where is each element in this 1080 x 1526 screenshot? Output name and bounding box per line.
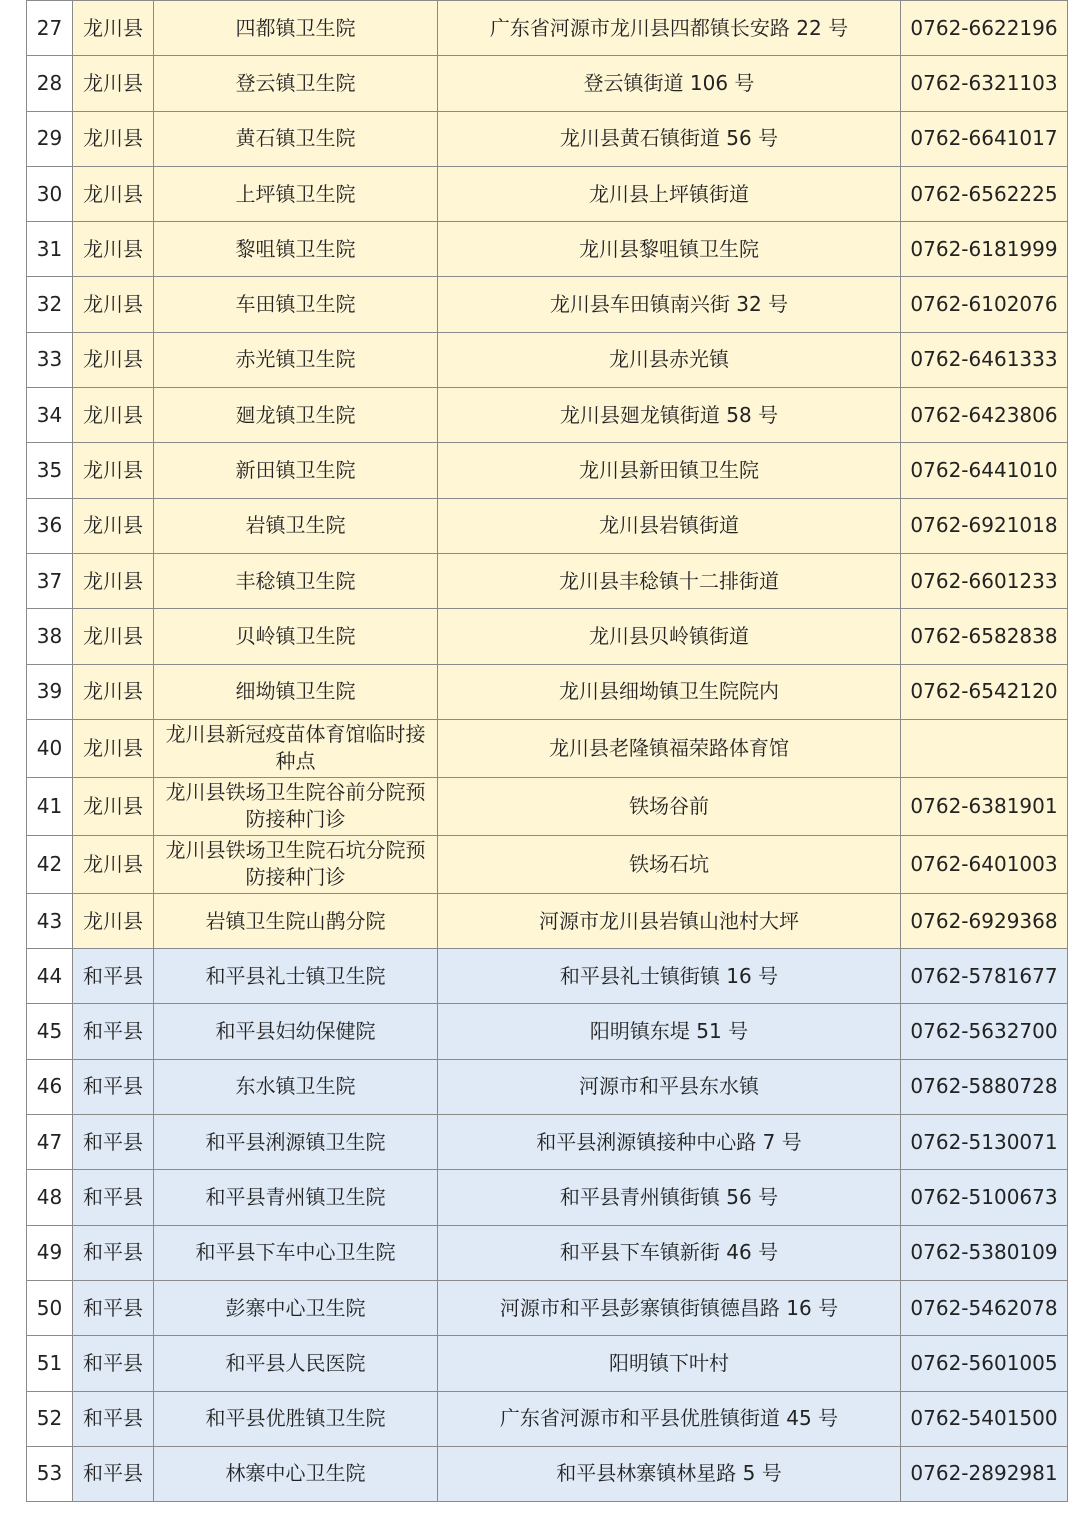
county-cell: 龙川县 [73, 719, 154, 777]
address-cell: 和平县林寨镇林星路 5 号 [438, 1446, 901, 1501]
phone-cell: 0762-2892981 [901, 1446, 1068, 1501]
county-cell: 龙川县 [73, 166, 154, 221]
county-cell: 龙川县 [73, 664, 154, 719]
table-row [27, 835, 1068, 893]
county-cell: 龙川县 [73, 388, 154, 443]
row-number-cell: 36 [27, 498, 73, 553]
row-number-cell: 53 [27, 1446, 73, 1501]
row-number-cell: 42 [27, 835, 73, 893]
institution-name-cell: 岩镇卫生院山鹊分院 [154, 893, 438, 948]
institution-name-cell: 龙川县新冠疫苗体育馆临时接种点 [154, 719, 438, 777]
county-cell: 和平县 [73, 949, 154, 1004]
row-number-cell: 31 [27, 222, 73, 277]
row-number-cell: 45 [27, 1004, 73, 1059]
county-cell: 和平县 [73, 1446, 154, 1501]
institution-name-cell: 东水镇卫生院 [154, 1059, 438, 1114]
phone-cell: 0762-6321103 [901, 56, 1068, 111]
county-cell: 和平县 [73, 1115, 154, 1170]
table-row [27, 1, 1068, 56]
institution-name-cell: 车田镇卫生院 [154, 277, 438, 332]
phone-cell: 0762-6542120 [901, 664, 1068, 719]
institution-name-cell: 黄石镇卫生院 [154, 111, 438, 166]
phone-cell: 0762-6441010 [901, 443, 1068, 498]
table-row [27, 1446, 1068, 1501]
row-number-cell: 49 [27, 1225, 73, 1280]
row-number-cell: 35 [27, 443, 73, 498]
address-cell: 和平县下车镇新街 46 号 [438, 1225, 901, 1280]
row-number-cell: 43 [27, 893, 73, 948]
phone-cell: 0762-6461333 [901, 332, 1068, 387]
institution-name-cell: 登云镇卫生院 [154, 56, 438, 111]
institution-name-cell: 和平县浰源镇卫生院 [154, 1115, 438, 1170]
table-row [27, 1391, 1068, 1446]
institution-name-cell: 丰稔镇卫生院 [154, 553, 438, 608]
phone-cell: 0762-5462078 [901, 1280, 1068, 1335]
address-cell: 龙川县黄石镇街道 56 号 [438, 111, 901, 166]
phone-cell: 0762-6102076 [901, 277, 1068, 332]
county-cell: 龙川县 [73, 498, 154, 553]
institution-name-cell: 龙川县铁场卫生院石坑分院预防接种门诊 [154, 835, 438, 893]
phone-cell: 0762-5781677 [901, 949, 1068, 1004]
phone-cell: 0762-5380109 [901, 1225, 1068, 1280]
county-cell: 和平县 [73, 1225, 154, 1280]
institution-name-cell: 林寨中心卫生院 [154, 1446, 438, 1501]
address-cell: 龙川县黎咀镇卫生院 [438, 222, 901, 277]
table-row [27, 777, 1068, 835]
address-cell: 铁场石坑 [438, 835, 901, 893]
institution-name-cell: 彭寨中心卫生院 [154, 1280, 438, 1335]
institution-name-cell: 和平县优胜镇卫生院 [154, 1391, 438, 1446]
row-number-cell: 39 [27, 664, 73, 719]
row-number-cell: 34 [27, 388, 73, 443]
row-number-cell: 29 [27, 111, 73, 166]
address-cell: 龙川县车田镇南兴街 32 号 [438, 277, 901, 332]
address-cell: 龙川县丰稔镇十二排街道 [438, 553, 901, 608]
phone-cell: 0762-6929368 [901, 893, 1068, 948]
table-body [27, 1, 1068, 1502]
address-cell: 阳明镇东堤 51 号 [438, 1004, 901, 1059]
phone-cell [901, 719, 1068, 777]
table-row [27, 332, 1068, 387]
row-number-cell: 44 [27, 949, 73, 1004]
institution-name-cell: 黎咀镇卫生院 [154, 222, 438, 277]
row-number-cell: 50 [27, 1280, 73, 1335]
address-cell: 河源市和平县东水镇 [438, 1059, 901, 1114]
county-cell: 和平县 [73, 1280, 154, 1335]
table-row [27, 553, 1068, 608]
institution-name-cell: 四都镇卫生院 [154, 1, 438, 56]
institution-name-cell: 廻龙镇卫生院 [154, 388, 438, 443]
institution-name-cell: 岩镇卫生院 [154, 498, 438, 553]
county-cell: 龙川县 [73, 277, 154, 332]
address-cell: 广东省河源市龙川县四都镇长安路 22 号 [438, 1, 901, 56]
phone-cell: 0762-5130071 [901, 1115, 1068, 1170]
address-cell: 阳明镇下叶村 [438, 1336, 901, 1391]
phone-cell: 0762-6381901 [901, 777, 1068, 835]
row-number-cell: 40 [27, 719, 73, 777]
county-cell: 龙川县 [73, 111, 154, 166]
address-cell: 龙川县贝岭镇街道 [438, 609, 901, 664]
vaccination-sites-table [26, 0, 1068, 1502]
institution-name-cell: 上坪镇卫生院 [154, 166, 438, 221]
address-cell: 龙川县细坳镇卫生院院内 [438, 664, 901, 719]
phone-cell: 0762-5401500 [901, 1391, 1068, 1446]
phone-cell: 0762-6921018 [901, 498, 1068, 553]
table-row [27, 664, 1068, 719]
phone-cell: 0762-6582838 [901, 609, 1068, 664]
county-cell: 和平县 [73, 1004, 154, 1059]
phone-cell: 0762-6423806 [901, 388, 1068, 443]
institution-name-cell: 和平县妇幼保健院 [154, 1004, 438, 1059]
phone-cell: 0762-5601005 [901, 1336, 1068, 1391]
table-row [27, 222, 1068, 277]
table-row [27, 1170, 1068, 1225]
county-cell: 和平县 [73, 1391, 154, 1446]
county-cell: 龙川县 [73, 443, 154, 498]
institution-name-cell: 赤光镇卫生院 [154, 332, 438, 387]
address-cell: 龙川县赤光镇 [438, 332, 901, 387]
address-cell: 龙川县廻龙镇街道 58 号 [438, 388, 901, 443]
county-cell: 龙川县 [73, 222, 154, 277]
phone-cell: 0762-5100673 [901, 1170, 1068, 1225]
table-row [27, 1004, 1068, 1059]
county-cell: 龙川县 [73, 332, 154, 387]
institution-name-cell: 细坳镇卫生院 [154, 664, 438, 719]
phone-cell: 0762-6181999 [901, 222, 1068, 277]
phone-cell: 0762-5880728 [901, 1059, 1068, 1114]
table-row [27, 166, 1068, 221]
table-row [27, 443, 1068, 498]
county-cell: 龙川县 [73, 893, 154, 948]
table-row [27, 719, 1068, 777]
institution-name-cell: 龙川县铁场卫生院谷前分院预防接种门诊 [154, 777, 438, 835]
phone-cell: 0762-6641017 [901, 111, 1068, 166]
table-row [27, 388, 1068, 443]
row-number-cell: 52 [27, 1391, 73, 1446]
county-cell: 龙川县 [73, 609, 154, 664]
row-number-cell: 51 [27, 1336, 73, 1391]
table-row [27, 1059, 1068, 1114]
institution-name-cell: 和平县礼士镇卫生院 [154, 949, 438, 1004]
row-number-cell: 30 [27, 166, 73, 221]
county-cell: 和平县 [73, 1170, 154, 1225]
institution-name-cell: 和平县人民医院 [154, 1336, 438, 1391]
county-cell: 龙川县 [73, 56, 154, 111]
table-row [27, 893, 1068, 948]
address-cell: 龙川县老隆镇福荣路体育馆 [438, 719, 901, 777]
address-cell: 龙川县岩镇街道 [438, 498, 901, 553]
address-cell: 铁场谷前 [438, 777, 901, 835]
row-number-cell: 37 [27, 553, 73, 608]
row-number-cell: 46 [27, 1059, 73, 1114]
table-row [27, 1336, 1068, 1391]
row-number-cell: 32 [27, 277, 73, 332]
county-cell: 和平县 [73, 1336, 154, 1391]
table-row [27, 56, 1068, 111]
row-number-cell: 47 [27, 1115, 73, 1170]
institution-name-cell: 和平县下车中心卫生院 [154, 1225, 438, 1280]
row-number-cell: 28 [27, 56, 73, 111]
address-cell: 龙川县新田镇卫生院 [438, 443, 901, 498]
table-row [27, 1225, 1068, 1280]
row-number-cell: 41 [27, 777, 73, 835]
table-row [27, 1115, 1068, 1170]
row-number-cell: 33 [27, 332, 73, 387]
table-row [27, 111, 1068, 166]
table-row [27, 498, 1068, 553]
row-number-cell: 48 [27, 1170, 73, 1225]
address-cell: 河源市龙川县岩镇山池村大坪 [438, 893, 901, 948]
institution-name-cell: 新田镇卫生院 [154, 443, 438, 498]
institution-name-cell: 和平县青州镇卫生院 [154, 1170, 438, 1225]
phone-cell: 0762-6562225 [901, 166, 1068, 221]
county-cell: 龙川县 [73, 553, 154, 608]
address-cell: 和平县青州镇街镇 56 号 [438, 1170, 901, 1225]
phone-cell: 0762-6601233 [901, 553, 1068, 608]
institution-name-cell: 贝岭镇卫生院 [154, 609, 438, 664]
address-cell: 登云镇街道 106 号 [438, 56, 901, 111]
county-cell: 龙川县 [73, 835, 154, 893]
table-row [27, 949, 1068, 1004]
address-cell: 河源市和平县彭寨镇街镇德昌路 16 号 [438, 1280, 901, 1335]
phone-cell: 0762-6401003 [901, 835, 1068, 893]
address-cell: 和平县浰源镇接种中心路 7 号 [438, 1115, 901, 1170]
row-number-cell: 38 [27, 609, 73, 664]
phone-cell: 0762-5632700 [901, 1004, 1068, 1059]
phone-cell: 0762-6622196 [901, 1, 1068, 56]
table-row [27, 277, 1068, 332]
address-cell: 和平县礼士镇街镇 16 号 [438, 949, 901, 1004]
county-cell: 龙川县 [73, 1, 154, 56]
table-row [27, 609, 1068, 664]
county-cell: 和平县 [73, 1059, 154, 1114]
address-cell: 龙川县上坪镇街道 [438, 166, 901, 221]
address-cell: 广东省河源市和平县优胜镇街道 45 号 [438, 1391, 901, 1446]
table-row [27, 1280, 1068, 1335]
row-number-cell: 27 [27, 1, 73, 56]
county-cell: 龙川县 [73, 777, 154, 835]
